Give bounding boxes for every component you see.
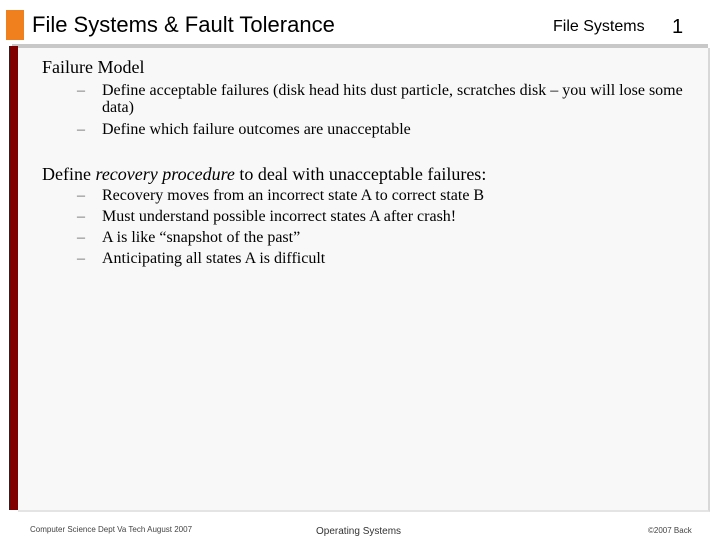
bullet-dash: –	[77, 229, 85, 246]
slide-number: 1	[672, 16, 684, 38]
failure-model-bullets	[42, 82, 692, 138]
slide-title: File Systems & Fault Tolerance	[32, 12, 335, 37]
footer-course-title: Operating Systems	[316, 526, 402, 537]
header-section-label: File Systems	[553, 18, 645, 35]
bullet-text: A is like “snapshot of the past”	[102, 229, 301, 246]
heading-text-emphasis: recovery procedure	[95, 164, 235, 184]
bullet-text: Define acceptable failures (disk head hits dust particle, scratches disk – you will lose some data)	[102, 82, 683, 116]
bullet-text: Anticipating all states A is difficult	[102, 250, 326, 267]
bullet-item	[42, 208, 692, 225]
section-heading-recovery	[42, 163, 692, 185]
bullet-text: Define which failure outcomes are unacceptable	[102, 121, 411, 138]
bullet-item	[42, 229, 692, 246]
bullet-dash: –	[77, 121, 85, 138]
bullet-item	[42, 82, 692, 116]
orange-title-marker	[6, 10, 24, 40]
bullet-dash: –	[77, 82, 85, 99]
heading-text-post: to deal with unacceptable failures:	[234, 164, 487, 184]
footer-copyright: ©2007 Back	[648, 526, 692, 535]
slide-body	[42, 56, 692, 267]
heading-text-pre: Define	[42, 164, 96, 184]
bullet-item	[42, 121, 692, 138]
footer-course-info: Computer Science Dept Va Tech August 2007	[30, 525, 193, 534]
bullet-dash: –	[77, 187, 85, 204]
bullet-dash: –	[77, 208, 85, 225]
bullet-text: Must understand possible incorrect states A after crash!	[102, 208, 457, 225]
bullet-item	[42, 250, 692, 267]
bullet-text: Recovery moves from an incorrect state A to correct state B	[102, 187, 485, 204]
bullet-dash: –	[77, 250, 85, 267]
left-accent-bar	[9, 46, 18, 510]
bullet-item	[42, 187, 692, 204]
recovery-bullets	[42, 187, 692, 267]
section-heading-failure-model: Failure Model	[42, 57, 145, 77]
